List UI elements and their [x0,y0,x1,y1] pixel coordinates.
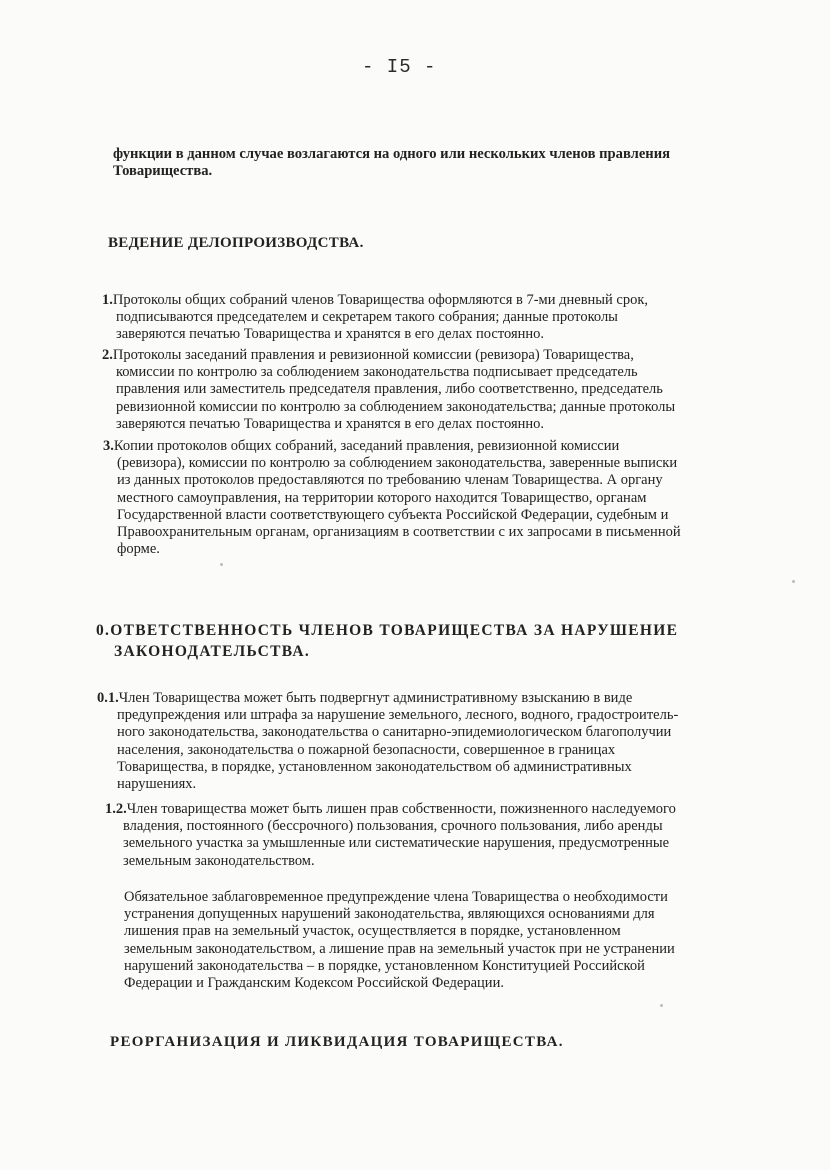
intro-paragraph [113,146,793,180]
item-line: Копии протоколов общих собраний, заседаний правления, ревизионной комиссии [113,438,620,454]
scan-speck [660,1004,663,1007]
item-line: ного законодательства, законодательства о санитарно-эпидемиологическом благополучии [117,724,672,741]
page-number: - I5 - [362,56,437,78]
note-line: земельным законодательством, а лишение прав на земельный участок при не устранении [124,940,675,957]
liability-item-1 [97,690,777,793]
item-line: комиссии по контролю за соблюдением законодательства подписывает председатель [116,364,638,381]
note-line: лишения прав на земельный участок, осуществляется в порядке, установленном [124,923,621,940]
item-line: заверяются печатью Товарищества и хранятся в его делах постоянно. [116,326,545,343]
note-line: Обязательное заблаговременное предупреждение члена Товарищества о необходимости [124,889,668,905]
item-line: Государственной власти соответствующего субъекта Российской Федерации, судебным и [117,506,669,523]
scan-speck [220,563,223,566]
item-line: Правоохранительным органам, организациям в соответствии с их запросами в письменной [117,524,681,541]
section-heading-records: ВЕДЕНИЕ ДЕЛОПРОИЗВОДСТВА. [108,235,364,251]
item-number: 1.2. [105,801,127,817]
section-heading-reorganization: РЕОРГАНИЗАЦИЯ И ЛИКВИДАЦИЯ ТОВАРИЩЕСТВА. [110,1034,564,1050]
item-line: владения, постоянного (бессрочного) пользования, срочного пользования, либо аренды [123,818,663,835]
item-line: ревизионной комиссии по контролю за соблюдением законодательства; данные протоколы [116,398,676,415]
item-line: (ревизора), комиссии по контролю за соблюдением законодательства, заверенные выписки [117,455,678,472]
liability-note [124,889,789,992]
item-number: 3. [103,438,114,454]
item-line: Протоколы заседаний правления и ревизионной комиссии (ревизора) Товарищества, [112,347,634,363]
item-line: земельным законодательством. [123,852,315,869]
item-line: из данных протоколов предоставляются по требованию членам Товарищества. А органу [117,472,663,489]
heading-number: 0. [96,622,111,639]
item-line: Член товарищества может быть лишен прав собственности, пожизненного наследуемого [126,801,676,817]
section-heading-liability [96,620,736,662]
intro-line: функции в данном случае возлагаются на одного или нескольких членов правления [113,146,671,162]
item-number: 1. [102,292,113,308]
item-number: 2. [102,347,113,363]
item-line: земельного участка за умышленные или систематические нарушения, предусмотренные [123,835,670,852]
item-line: нарушениях. [117,776,197,793]
item-line: форме. [117,541,160,558]
item-line: населения, законодательства о пожарной безопасности, совершенное в границах [117,741,616,758]
note-line: устранения допущенных нарушений законодательства, являющихся основаниями для [124,906,655,923]
item-line: Товарищества, в порядке, установленном законодательством об административных [117,758,632,775]
item-line: местного самоуправления, на территории которого находится Товарищество, органам [117,489,647,506]
item-line: подписываются председателем и секретарем такого собрания; данные протоколы [116,309,618,326]
item-number: 0.1. [97,690,119,706]
note-line: Федерации и Гражданским Кодексом Российской Федерации. [124,975,504,992]
heading-line: ОТВЕТСТВЕННОСТЬ ЧЛЕНОВ ТОВАРИЩЕСТВА ЗА НАРУШЕНИЕ [110,622,679,639]
item-line: правления или заместитель председателя правления, либо соответственно, председатель [116,381,663,398]
heading-line: ЗАКОНОДАТЕЛЬСТВА. [114,643,311,660]
item-line: предупреждения или штрафа за нарушение земельного, лесного, водного, градостроитель- [117,707,679,724]
records-item-2 [102,347,782,433]
item-line: заверяются печатью Товарищества и хранятся в его делах постоянно. [116,415,545,432]
liability-item-2 [105,801,785,870]
scan-speck [792,580,795,583]
records-item-3 [103,438,783,558]
intro-line: Товарищества. [113,163,213,179]
item-line: Протоколы общих собраний членов Товарищества оформляются в 7-ми дневный срок, [112,292,649,308]
records-item-1 [102,292,782,344]
item-line: Член Товарищества может быть подвергнут административному взысканию в виде [118,690,633,706]
note-line: нарушений законодательства – в порядке, установленном Конституцией Российской [124,957,645,974]
